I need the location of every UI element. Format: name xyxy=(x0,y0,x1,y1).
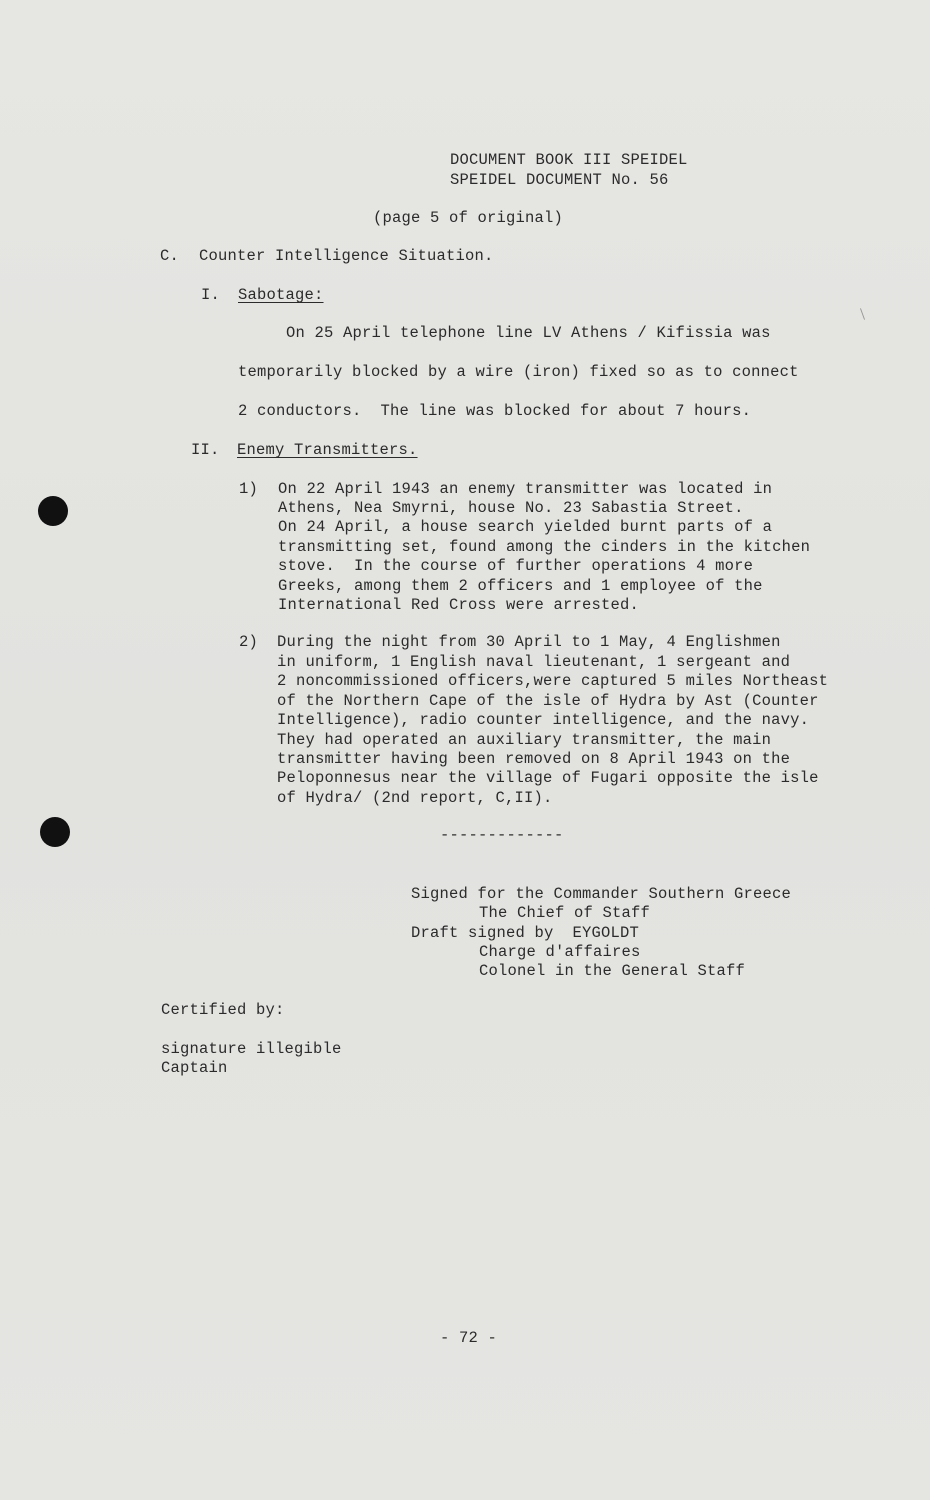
item-line: in uniform, 1 English naval lieutenant, 1 sergeant and xyxy=(277,653,791,671)
signature-line: Charge d'affaires xyxy=(479,943,641,961)
signature-line: Colonel in the General Staff xyxy=(479,962,746,980)
item-line: Athens, Nea Smyrni, house No. 23 Sabastia Street. xyxy=(278,499,744,517)
signature-line: The Chief of Staff xyxy=(479,904,651,922)
subsection-label: I. xyxy=(201,286,221,304)
item-line: During the night from 30 April to 1 May, 4 Englishmen xyxy=(277,633,781,651)
item-line: They had operated an auxiliary transmitter, the main xyxy=(277,731,772,749)
section-title: Counter Intelligence Situation. xyxy=(199,247,494,265)
document-book-header: DOCUMENT BOOK III SPEIDEL xyxy=(450,151,688,169)
sabotage-line: On 25 April telephone line LV Athens / Kifissia was xyxy=(286,324,771,342)
item-line: transmitting set, found among the cinders in the kitchen xyxy=(278,538,811,556)
certification-line: Captain xyxy=(161,1059,228,1077)
section-label: C. xyxy=(160,247,180,265)
signature-line: Signed for the Commander Southern Greece xyxy=(411,885,792,903)
page-reference: (page 5 of original) xyxy=(373,209,564,227)
item-line: Greeks, among them 2 officers and 1 employee of the xyxy=(278,577,763,595)
page-number: - 72 - xyxy=(440,1329,498,1347)
item-line: Intelligence), radio counter intelligence, and the navy. xyxy=(277,711,810,729)
item-line: Peloponnesus near the village of Fugari opposite the isle xyxy=(277,769,819,787)
item-line: stove. In the course of further operations 4 more xyxy=(278,557,754,575)
item-line: On 22 April 1943 an enemy transmitter was located in xyxy=(278,480,773,498)
item-line: International Red Cross were arrested. xyxy=(278,596,640,614)
stray-mark xyxy=(860,308,865,320)
item-line: On 24 April, a house search yielded burnt parts of a xyxy=(278,518,773,536)
subsection-label: II. xyxy=(191,441,220,459)
sabotage-line: 2 conductors. The line was blocked for about 7 hours. xyxy=(238,402,752,420)
item-number: 2) xyxy=(239,633,259,651)
punch-hole xyxy=(40,817,70,847)
certification-line: signature illegible xyxy=(161,1040,342,1058)
item-line: of Hydra/ (2nd report, C,II). xyxy=(277,789,553,807)
item-line: 2 noncommissioned officers,were captured 5 miles Northeast xyxy=(277,672,829,690)
item-line: transmitter having been removed on 8 April 1943 on the xyxy=(277,750,791,768)
certified-label: Certified by: xyxy=(161,1001,285,1019)
item-line: of the Northern Cape of the isle of Hydra by Ast (Counter xyxy=(277,692,819,710)
subsection-heading: Enemy Transmitters. xyxy=(237,441,418,459)
document-number-header: SPEIDEL DOCUMENT No. 56 xyxy=(450,171,669,189)
separator-line: ------------- xyxy=(440,826,564,844)
punch-hole xyxy=(38,496,68,526)
item-number: 1) xyxy=(239,480,259,498)
subsection-heading: Sabotage: xyxy=(238,286,324,304)
sabotage-line: temporarily blocked by a wire (iron) fixed so as to connect xyxy=(238,363,799,381)
signature-line: Draft signed by EYGOLDT xyxy=(411,924,640,942)
